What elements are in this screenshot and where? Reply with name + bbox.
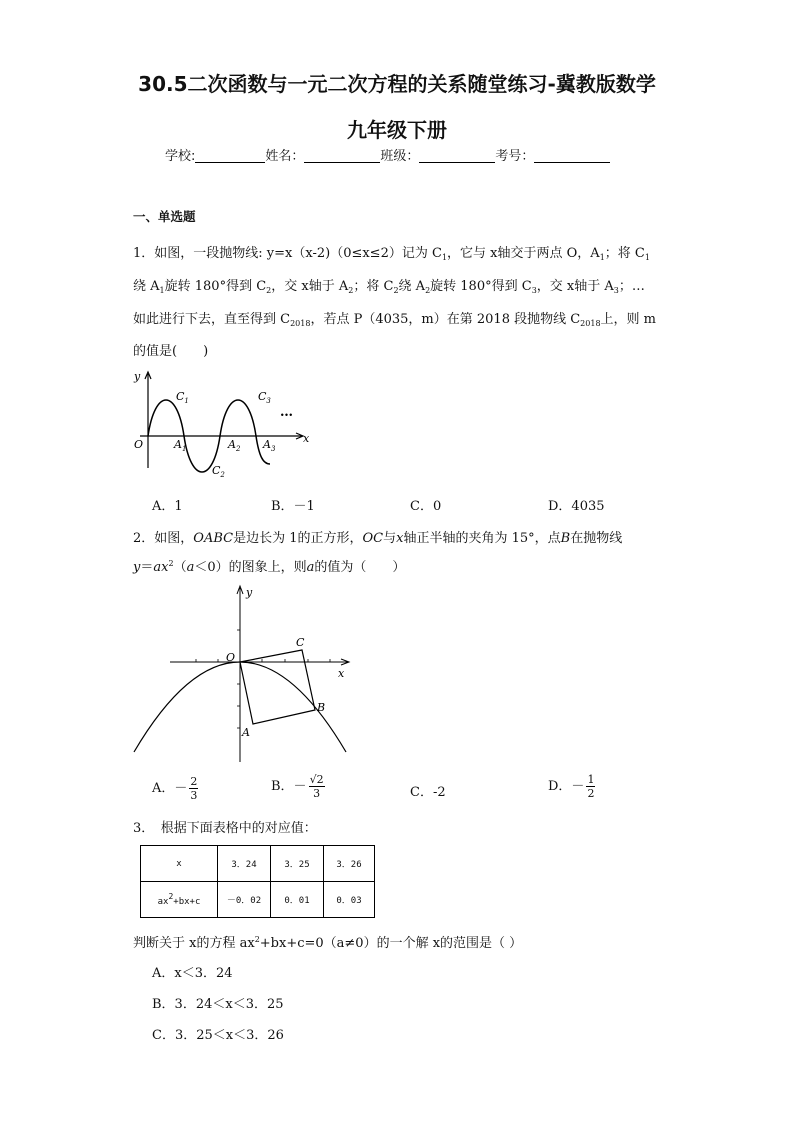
q3-option-c[interactable]: C．3．25＜x＜3．26	[152, 1028, 284, 1043]
table-cell: 0．03	[324, 882, 375, 918]
q1-figure	[130, 368, 315, 478]
q2-point-b-label: B	[317, 701, 326, 714]
q1-option-b[interactable]: B．－1	[271, 499, 315, 514]
q1-c3-label: $C_3$	[258, 390, 271, 405]
q2-option-b[interactable]: B．－ $\frac{√2}{3}$	[271, 773, 324, 800]
q1-line-4: 的值是( )	[133, 344, 209, 359]
q2-point-a-label: A	[242, 726, 250, 739]
q2-x-label: x	[338, 667, 345, 680]
q1-ellipsis: …	[280, 405, 293, 420]
name-label: 姓名：	[265, 149, 305, 164]
table-row	[141, 882, 375, 918]
section-heading: 一、单选题	[133, 209, 196, 224]
q2-line-1: 2．如图，OABC是边长为 1的正方形，OC与x轴正半轴的夹角为 15°，点B在抛物线	[133, 531, 623, 546]
table-cell: 3．26	[324, 846, 375, 882]
q1-c1-label: $C_1$	[176, 390, 189, 405]
q2-option-a[interactable]: A．－ $\frac{2}{3}$	[152, 775, 198, 802]
q1-a2-label: $A_2$	[228, 438, 241, 453]
q3-question: 判断关于 x的方程 $ax^2+bx+c=0(a\ne 0)$的一个解 x的范围是（ ）	[133, 935, 523, 951]
school-blank[interactable]	[195, 148, 265, 163]
q2-figure	[130, 582, 360, 767]
q3-option-b[interactable]: B．3．24＜x＜3．25	[152, 997, 284, 1012]
q3-option-a[interactable]: A．x＜3．24	[152, 966, 233, 981]
table-row	[141, 846, 375, 882]
title-line-2: 九年级下册	[347, 118, 447, 142]
q1-line-2: 绕 $A_1$旋转 180°得到 $C_2$，交 x轴于 $A_2$；将 $C_2$绕 $A_2$旋转 180°得到 $C_3$，交 x轴于 $A_3$；…	[133, 279, 645, 295]
q2-option-d[interactable]: D．－ $\frac{1}{2}$	[548, 773, 595, 800]
class-blank[interactable]	[419, 148, 495, 163]
q1-option-d[interactable]: D．4035	[548, 499, 605, 514]
q2-y-label: y	[246, 586, 253, 599]
q1-x-label: x	[303, 432, 310, 445]
number-label: 考号：	[495, 149, 535, 164]
number-blank[interactable]	[534, 148, 610, 163]
q1-a1-label: $A_1$	[174, 438, 187, 453]
table-cell: $ax^2+bx+c$	[141, 882, 218, 918]
table-cell: －0．02	[218, 882, 271, 918]
table-cell: 3．24	[218, 846, 271, 882]
q2-line-2: $y=ax^2(a<0)$的图象上，则a的值为（ ）	[133, 559, 406, 575]
q2-option-c[interactable]: C．-2	[410, 785, 446, 800]
q1-option-a[interactable]: A．1	[152, 499, 183, 514]
q2-origin-label: O	[226, 651, 236, 664]
q2-point-c-label: C	[296, 636, 305, 649]
table-cell: 0．01	[271, 882, 324, 918]
table-cell: x	[141, 846, 218, 882]
student-info-line	[165, 145, 610, 164]
table-cell: 3．25	[271, 846, 324, 882]
class-label: 班级：	[380, 149, 420, 164]
q1-c2-label: $C_2$	[212, 464, 225, 479]
school-label: 学校:	[165, 149, 196, 164]
q1-option-c[interactable]: C．0	[410, 499, 442, 514]
q3-intro: 3． 根据下面表格中的对应值：	[133, 821, 317, 836]
q2-square-oabc	[240, 650, 315, 724]
q1-line-3: 如此进行下去，直至得到 $C_{2018}$，若点 P（4035，m）在第 2018 段抛物线 $C_{2018}$上，则 m	[133, 312, 656, 328]
q1-y-label: y	[134, 370, 141, 383]
q1-line-1: 1．如图，一段抛物线: y=x（x-2)（0≤x≤2）记为 $C_1$，它与 x轴交于两点 O，$A_1$；将 $C_1$	[133, 246, 650, 262]
title-line-1: 30.5二次函数与一元二次方程的关系随堂练习-冀教版数学	[138, 72, 656, 96]
name-blank[interactable]	[304, 148, 380, 163]
q1-a3-label: $A_3$	[263, 438, 276, 453]
q1-origin-label: O	[134, 438, 144, 451]
q3-value-table	[140, 845, 375, 918]
